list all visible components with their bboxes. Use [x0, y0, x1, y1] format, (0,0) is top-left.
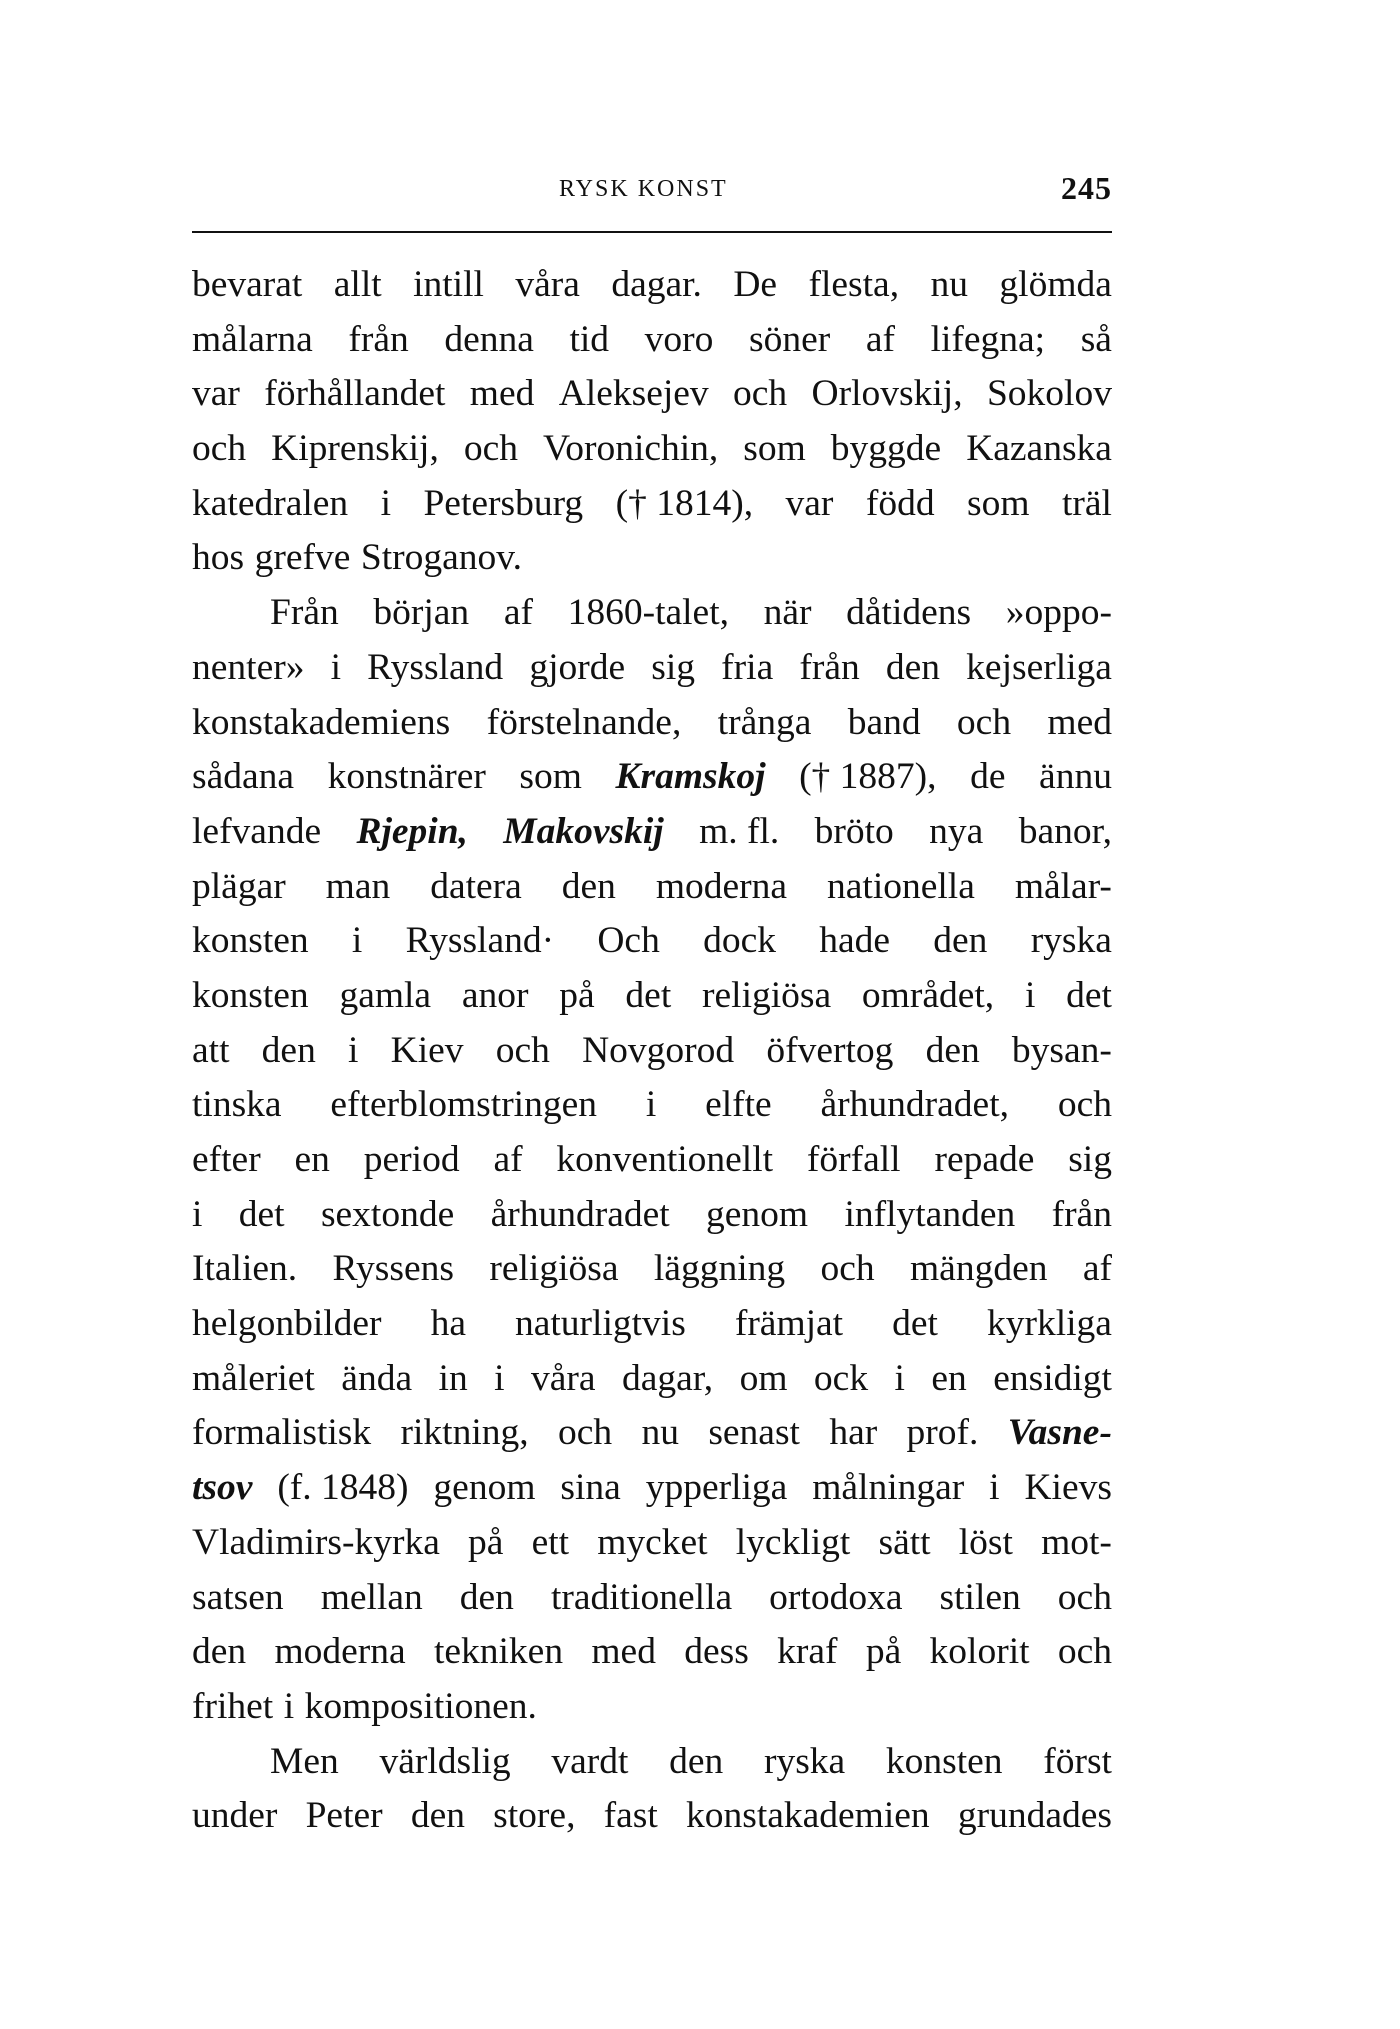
- word: dagar,: [621, 1357, 714, 1399]
- word: under: [192, 1795, 278, 1837]
- word: nya: [929, 810, 984, 852]
- word: byggde: [830, 428, 942, 470]
- word: fast: [603, 1795, 658, 1837]
- word: och: [192, 428, 247, 470]
- word: dåtidens: [846, 592, 972, 634]
- word: och: [1057, 1576, 1112, 1618]
- running-title: RYSK KONST: [559, 176, 728, 202]
- word: sätt: [878, 1521, 931, 1563]
- word: Aleksejev: [558, 373, 709, 415]
- body-text: [192, 258, 1112, 1844]
- word: hade: [819, 920, 891, 962]
- word: († 1814),: [615, 482, 754, 524]
- word: af: [503, 592, 533, 634]
- word: band: [847, 701, 921, 743]
- word: född: [865, 482, 935, 524]
- text-line: [192, 1516, 1112, 1571]
- text-line: [192, 1406, 1112, 1461]
- word: grundades: [957, 1795, 1112, 1837]
- word: Orlovskij,: [811, 373, 963, 415]
- word: prof.: [906, 1412, 979, 1454]
- word: Ryssland·: [405, 920, 555, 962]
- word: vardt: [551, 1740, 629, 1782]
- word: när: [763, 592, 812, 634]
- word: glömda: [999, 264, 1112, 305]
- word: stilen: [939, 1576, 1021, 1618]
- text-line: [192, 1188, 1112, 1243]
- text-line: [192, 586, 1112, 641]
- word: i: [351, 920, 363, 962]
- word: den: [669, 1740, 724, 1782]
- word: formalistisk: [192, 1412, 372, 1454]
- word: tinska: [192, 1084, 282, 1126]
- text-line: [192, 805, 1112, 860]
- text-line: [192, 1461, 1112, 1516]
- word: dagar.: [611, 264, 702, 305]
- text-line: [192, 422, 1112, 477]
- text-line: [192, 914, 1112, 969]
- word: med: [1047, 701, 1112, 743]
- header-rule: [192, 231, 1112, 233]
- word: Italien.: [192, 1248, 298, 1290]
- word: bröto: [814, 810, 894, 852]
- word: efter: [192, 1139, 261, 1180]
- text-line: [192, 1571, 1112, 1626]
- word: naturligtvis: [514, 1303, 686, 1345]
- word: riktning,: [400, 1412, 529, 1454]
- text-line: [192, 477, 1112, 532]
- word: på: [468, 1521, 504, 1563]
- italic-word: Kramskoj: [615, 756, 766, 798]
- word: in: [438, 1357, 468, 1399]
- word: öfvertog: [766, 1029, 894, 1071]
- word: tekniken: [433, 1631, 564, 1673]
- word: dock: [703, 920, 776, 962]
- text-line: [192, 1133, 1112, 1188]
- word: »oppo-: [1005, 592, 1112, 634]
- word: ryska: [763, 1740, 846, 1782]
- word: att: [192, 1029, 230, 1071]
- word: i: [645, 1084, 657, 1126]
- text-line: [192, 1242, 1112, 1297]
- text-line: [192, 313, 1112, 368]
- word: målningar: [812, 1467, 965, 1509]
- word: målar-: [1014, 865, 1112, 907]
- word: nationella: [827, 865, 975, 907]
- word: helgonbilder: [192, 1303, 382, 1345]
- word: så: [1080, 318, 1112, 360]
- word: De: [733, 264, 778, 305]
- word: af: [493, 1139, 523, 1180]
- word: i: [1024, 974, 1036, 1016]
- word: Vladimirs-kyrka: [192, 1521, 440, 1563]
- word: moderna: [274, 1631, 406, 1673]
- page-number: 245: [1061, 170, 1112, 206]
- word: frihet: [192, 1685, 274, 1727]
- word: den: [925, 1029, 980, 1071]
- word: grefve: [254, 537, 351, 579]
- text-line: [192, 367, 1112, 422]
- word: i: [989, 1467, 1000, 1509]
- word: den: [192, 1631, 247, 1673]
- word: Peter: [305, 1795, 383, 1837]
- word: på: [865, 1631, 902, 1673]
- word: våra: [515, 264, 580, 305]
- word: har: [829, 1412, 878, 1454]
- word: ryska: [1030, 920, 1112, 962]
- word: med: [469, 373, 535, 415]
- text-line: [192, 531, 1112, 586]
- word: gamla: [339, 974, 432, 1016]
- word: från: [1051, 1193, 1112, 1235]
- word: de: [970, 756, 1006, 798]
- word: store,: [493, 1795, 576, 1837]
- word: Kazanska: [966, 428, 1112, 470]
- word: från: [799, 646, 860, 688]
- word: löst: [958, 1521, 1013, 1563]
- word: i: [494, 1357, 505, 1399]
- word: som: [519, 756, 582, 798]
- word: ortodoxa: [769, 1576, 903, 1618]
- word: m. fl.: [699, 810, 780, 852]
- word: världslig: [379, 1740, 511, 1782]
- word: förstelnande,: [486, 701, 682, 743]
- text-line: [192, 1625, 1112, 1680]
- text-line: [192, 860, 1112, 915]
- text-line: [192, 1352, 1112, 1407]
- word: banor,: [1018, 810, 1112, 852]
- word: senast: [708, 1412, 800, 1454]
- text-line: [192, 1078, 1112, 1133]
- word: århundradet,: [820, 1084, 1009, 1126]
- word: kraf: [777, 1631, 838, 1673]
- word: läggning: [653, 1248, 786, 1290]
- word: af: [1082, 1248, 1112, 1290]
- word: var: [192, 373, 240, 415]
- word: mängden: [910, 1248, 1048, 1290]
- word: i: [894, 1357, 905, 1399]
- italic-word: Rjepin,: [356, 810, 468, 852]
- italic-word: Makovskij: [503, 810, 664, 852]
- word: Kiev: [390, 1029, 464, 1071]
- word: lefvande: [192, 810, 322, 852]
- word: anor: [461, 974, 529, 1016]
- word: och: [956, 701, 1012, 743]
- word: på: [559, 974, 595, 1016]
- word: kolorit: [929, 1631, 1030, 1673]
- word: dess: [684, 1631, 749, 1673]
- word: religiösa: [489, 1248, 619, 1290]
- word: främjat: [734, 1303, 844, 1345]
- word: gjorde: [529, 646, 626, 688]
- word: den: [933, 920, 988, 962]
- word: inflytanden: [844, 1193, 1016, 1235]
- text-line: [192, 1680, 1112, 1735]
- word: moderna: [655, 865, 788, 907]
- page-header: [192, 170, 1112, 218]
- text-line: [192, 641, 1112, 696]
- word: Ryssland: [367, 646, 504, 688]
- word: efterblomstringen: [330, 1084, 597, 1126]
- word: våra: [531, 1357, 596, 1399]
- word: lifegna;: [930, 318, 1046, 360]
- italic-word: tsov: [192, 1467, 253, 1509]
- word: förhållandet: [264, 373, 446, 415]
- word: ypperliga: [645, 1467, 788, 1509]
- word: ett: [531, 1521, 570, 1563]
- word: tid: [569, 318, 610, 360]
- word: och: [495, 1029, 550, 1071]
- word: konsten: [192, 974, 309, 1016]
- word: elfte: [705, 1084, 772, 1126]
- text-line: [192, 1735, 1112, 1790]
- word: det: [238, 1193, 285, 1235]
- word: lyckligt: [735, 1521, 851, 1563]
- word: († 1887),: [799, 756, 937, 798]
- word: denna: [444, 318, 534, 360]
- word: var: [785, 482, 834, 524]
- word: en: [931, 1357, 967, 1399]
- word: nu: [930, 264, 968, 305]
- word: bysan-: [1011, 1029, 1112, 1071]
- word: genom: [433, 1467, 536, 1509]
- word: området,: [861, 974, 995, 1016]
- word: och: [463, 428, 518, 470]
- word: satsen: [192, 1576, 284, 1618]
- word: den: [561, 865, 616, 907]
- word: nenter»: [192, 646, 305, 688]
- word: om: [739, 1357, 788, 1399]
- word: från: [348, 318, 409, 360]
- word: den: [459, 1576, 514, 1618]
- word: det: [1066, 974, 1112, 1016]
- word: i: [348, 1029, 359, 1071]
- word: trånga: [717, 701, 812, 743]
- word: nu: [641, 1412, 679, 1454]
- word: Från: [270, 592, 339, 634]
- word: intill: [413, 264, 484, 305]
- word: fria: [721, 646, 774, 688]
- word: period: [363, 1139, 460, 1180]
- word: den: [261, 1029, 316, 1071]
- word: repade: [934, 1139, 1035, 1180]
- word: Kievs: [1024, 1467, 1112, 1509]
- word: Stroganov.: [360, 537, 522, 579]
- word: kyrkliga: [986, 1303, 1112, 1345]
- text-line: [192, 696, 1112, 751]
- word: sig: [1068, 1139, 1112, 1180]
- word: religiösa: [702, 974, 832, 1016]
- italic-word: Vasne-: [1007, 1412, 1112, 1454]
- word: Sokolov: [986, 373, 1112, 415]
- word: mellan: [320, 1576, 423, 1618]
- text-line: [192, 750, 1112, 805]
- word: konstakademien: [685, 1795, 930, 1837]
- word: det: [625, 974, 672, 1016]
- word: Och: [597, 920, 660, 962]
- word: 1860-talet,: [567, 592, 729, 634]
- word: Ryssens: [332, 1248, 454, 1290]
- word: mycket: [597, 1521, 708, 1563]
- word: ännu: [1039, 756, 1112, 798]
- word: ock: [813, 1357, 869, 1399]
- word: voro: [644, 318, 714, 360]
- word: i: [380, 482, 392, 524]
- word: i: [283, 1685, 295, 1727]
- word: och: [1057, 1084, 1112, 1126]
- word: ända: [341, 1357, 413, 1399]
- text-line: [192, 1297, 1112, 1352]
- word: af: [865, 318, 895, 360]
- word: det: [892, 1303, 938, 1345]
- word: Men: [270, 1740, 339, 1782]
- text-line: [192, 258, 1112, 313]
- word: och: [557, 1412, 613, 1454]
- word: och: [1057, 1631, 1112, 1673]
- word: traditionella: [550, 1576, 733, 1618]
- word: Novgorod: [582, 1029, 735, 1071]
- word: ha: [430, 1303, 466, 1345]
- word: datera: [430, 865, 522, 907]
- word: kompositionen.: [304, 1685, 537, 1727]
- word: sina: [560, 1467, 621, 1509]
- word: och: [820, 1248, 875, 1290]
- word: träl: [1062, 482, 1112, 524]
- word: måleriet: [192, 1357, 315, 1399]
- word: som: [967, 482, 1030, 524]
- word: katedralen: [192, 482, 349, 524]
- word: konsten: [885, 1740, 1003, 1782]
- word: genom: [706, 1193, 809, 1235]
- word: först: [1043, 1740, 1112, 1782]
- word: Kiprenskij,: [271, 428, 439, 470]
- text-line: [192, 1789, 1112, 1844]
- word: söner: [749, 318, 831, 360]
- word: en: [294, 1139, 330, 1180]
- word: plägar: [192, 865, 286, 907]
- word: allt: [333, 264, 382, 305]
- word: den: [410, 1795, 465, 1837]
- word: början: [373, 592, 470, 634]
- word: med: [591, 1631, 656, 1673]
- word: den: [885, 646, 941, 688]
- word: konstnärer: [327, 756, 486, 798]
- word: flesta,: [808, 264, 900, 305]
- word: sig: [651, 646, 696, 688]
- word: ensidigt: [993, 1357, 1112, 1399]
- word: förfall: [806, 1139, 901, 1180]
- word: (f. 1848): [277, 1467, 409, 1509]
- word: konsten: [192, 920, 309, 962]
- word: sådana: [192, 756, 295, 798]
- word: bevarat: [192, 264, 303, 305]
- word: målarna: [192, 318, 313, 360]
- word: sextonde: [320, 1193, 455, 1235]
- text-line: [192, 1024, 1112, 1079]
- text-line: [192, 969, 1112, 1024]
- word: som: [743, 428, 806, 470]
- word: Voronichin,: [542, 428, 719, 470]
- word: konventionellt: [556, 1139, 774, 1180]
- word: hos: [192, 537, 245, 579]
- word: århundradet: [490, 1193, 670, 1235]
- word: kejserliga: [966, 646, 1112, 688]
- word: konstakademiens: [192, 701, 451, 743]
- word: Petersburg: [423, 482, 584, 524]
- word: i: [330, 646, 342, 688]
- word: mot-: [1041, 1521, 1112, 1563]
- word: man: [325, 865, 391, 907]
- word: i: [192, 1193, 203, 1235]
- word: och: [733, 373, 788, 415]
